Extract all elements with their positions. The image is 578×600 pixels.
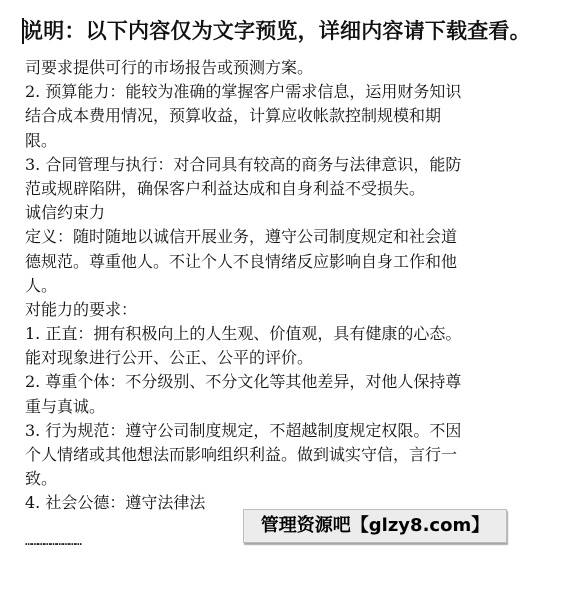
body-line: 德规范。尊重他人。不让个人不良情绪反应影响自身工作和他: [25, 251, 458, 271]
body-line: 结合成本费用情况，预算收益，计算应收帐款控制规模和期: [25, 106, 442, 126]
watermark-banner: 管理资源吧【glzy8.com】: [243, 509, 507, 543]
preview-notice: 说明：以下内容仅为文字预览，详细内容请下载查看。: [22, 19, 531, 43]
body-line: 4. 社会公德：遵守法律法: [25, 493, 206, 513]
body-line: 1. 正直：拥有积极向上的人生观、价值观，具有健康的心态。: [25, 324, 462, 344]
body-line: 个人情绪或其他想法而影响组织利益。做到诚实守信，言行一: [25, 445, 458, 464]
body-line: 2. 预算能力：能较为准确的掌握客户需求信息，运用财务知识: [25, 82, 462, 102]
body-line: 司要求提供可行的市场报告或预测方案。: [25, 58, 314, 77]
body-line: 限。: [25, 130, 58, 150]
body-line: 致。: [25, 469, 58, 489]
section-heading: 诚信约束力: [25, 203, 106, 223]
body-line: 对能力的要求：: [25, 299, 138, 319]
body-line: 定义：随时随地以诚信开展业务，遵守公司制度规定和社会道: [25, 227, 458, 247]
body-line: 范或规辟陷阱，确保客户利益达成和自身利益不受损失。: [25, 178, 426, 198]
document-body: [25, 56, 553, 516]
body-line: 能对现象进行公开、公正、公平的评价。: [25, 348, 314, 368]
body-line: 2. 尊重个体：不分级别、不分文化等其他差异，对他人保持尊: [25, 372, 462, 392]
body-line: 3. 行为规范：遵守公司制度规定，不超越制度规定权限。不因: [25, 420, 462, 440]
body-line: 重与真诚。: [25, 396, 106, 416]
body-line: 人。: [25, 275, 58, 295]
continuation-ellipsis: ………………………: [25, 534, 82, 548]
body-line: 3. 合同管理与执行：对合同具有较高的商务与法律意识，能防: [25, 154, 462, 174]
